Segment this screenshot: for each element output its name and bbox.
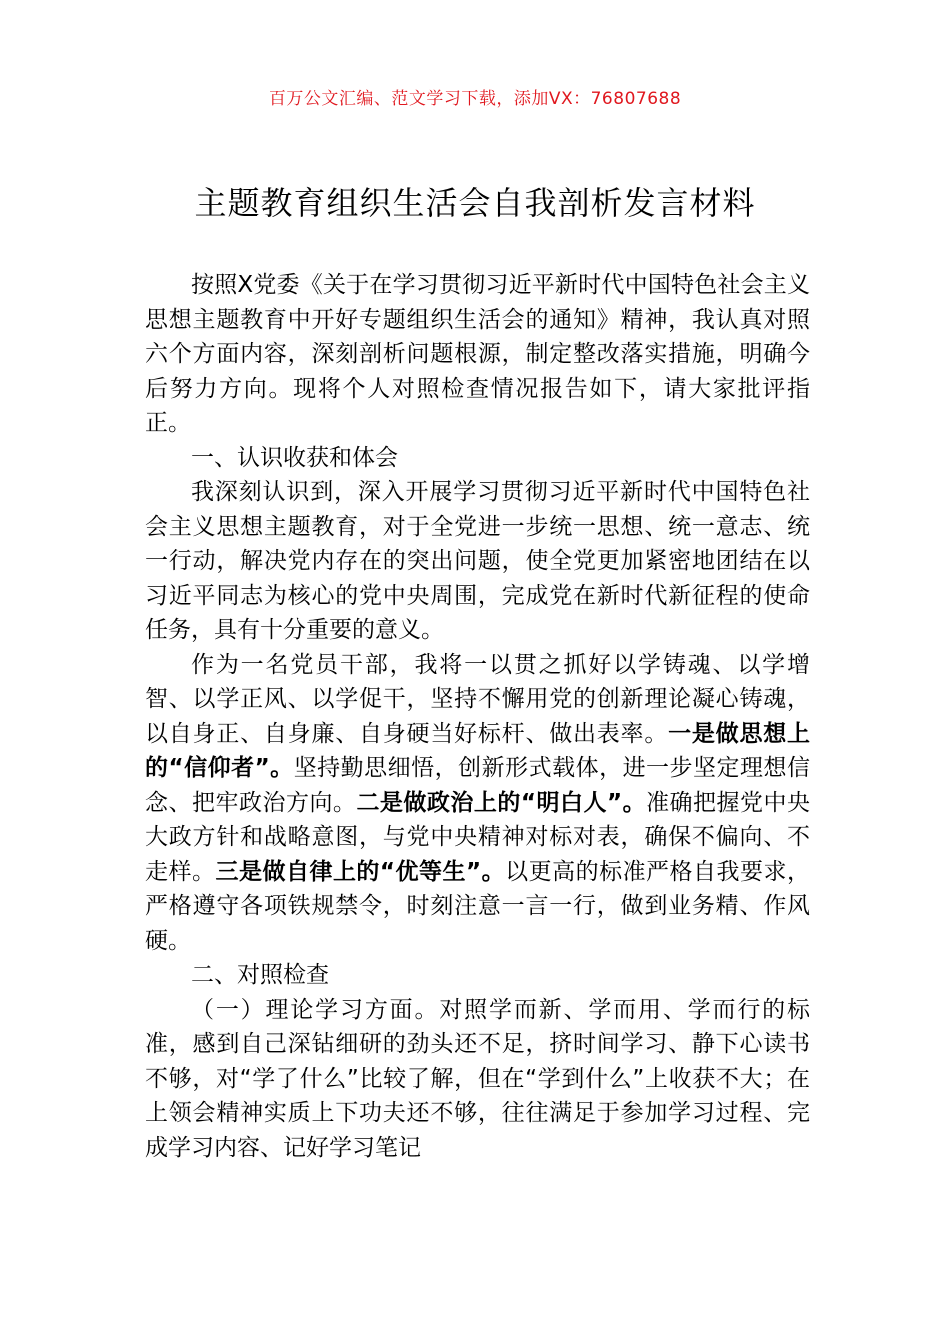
bold-point-3: 三是做自律上的“优等生”。 [215,858,506,885]
section1-paragraph-1: 我深刻认识到，深入开展学习贯彻习近平新时代中国特色社会主义思想主题教育，对于全党进一步统一思想、统一意志、统一行动，解决党内存在的突出问题，使全党更加紧密地团结在以习近平同志为核心的党中央周围，完成党在新时代新征程的使命任务，具有十分重要的意义。 [145,479,810,643]
section2-paragraph-1: （一）理论学习方面。对照学而新、学而用、学而行的标准，感到自己深钻细研的劲头还不足，挤时间学习、静下心读书不够，对“学了什么”比较了解，但在“学到什么”上收获不大；在上领会精神实质上下功夫还不够，往往满足于参加学习过程、完成学习内容、记好学习笔记 [145,996,810,1161]
document-body [145,268,810,1165]
intro-paragraph: 按照X党委《关于在学习贯彻习近平新时代中国特色社会主义思想主题教育中开好专题组织生活会的通知》精神，我认真对照六个方面内容，深刻剖析问题根源，制定整改落实措施，明确今后努力方向。现将个人对照检查情况报告如下，请大家批评指正。 [145,272,810,436]
section-heading-1: 一、认识收获和体会 [191,444,398,471]
page-title: 主题教育组织生活会自我剖析发言材料 [194,184,756,222]
bold-point-2: 二是做政治上的“明白人”。 [356,789,647,816]
bold-point-1: 一是做思想上的“信仰者”。 [145,720,811,781]
paragraph-text: 作为一名党员干部，我将一以贯之抓好以学铸魂、以学增智、以学正风、以学促干，坚持不懈用党的创新理论凝心铸魂，以自身正、自身廉、自身硬当好标杆、做出表率。 [145,651,810,747]
paragraph-text: 坚持勤思细悟，创新形式载体，进一步坚定理想信念、把牢政治方向。 [145,755,811,816]
paragraph-text: 以更高的标准严格自我要求，严格遵守各项铁规禁令，时刻注意一言一行，做到业务精、作风硬。 [145,858,811,954]
paragraph-text: 准确把握党中央大政方针和战略意图，与党中央精神对标对表，确保不偏向、不走样。 [145,789,811,885]
section-heading-2: 二、对照检查 [191,962,329,988]
section1-paragraph-2 [145,648,810,959]
promo-banner: 百万公文汇编、范文学习下载，添加VX：76807688 [268,89,682,109]
